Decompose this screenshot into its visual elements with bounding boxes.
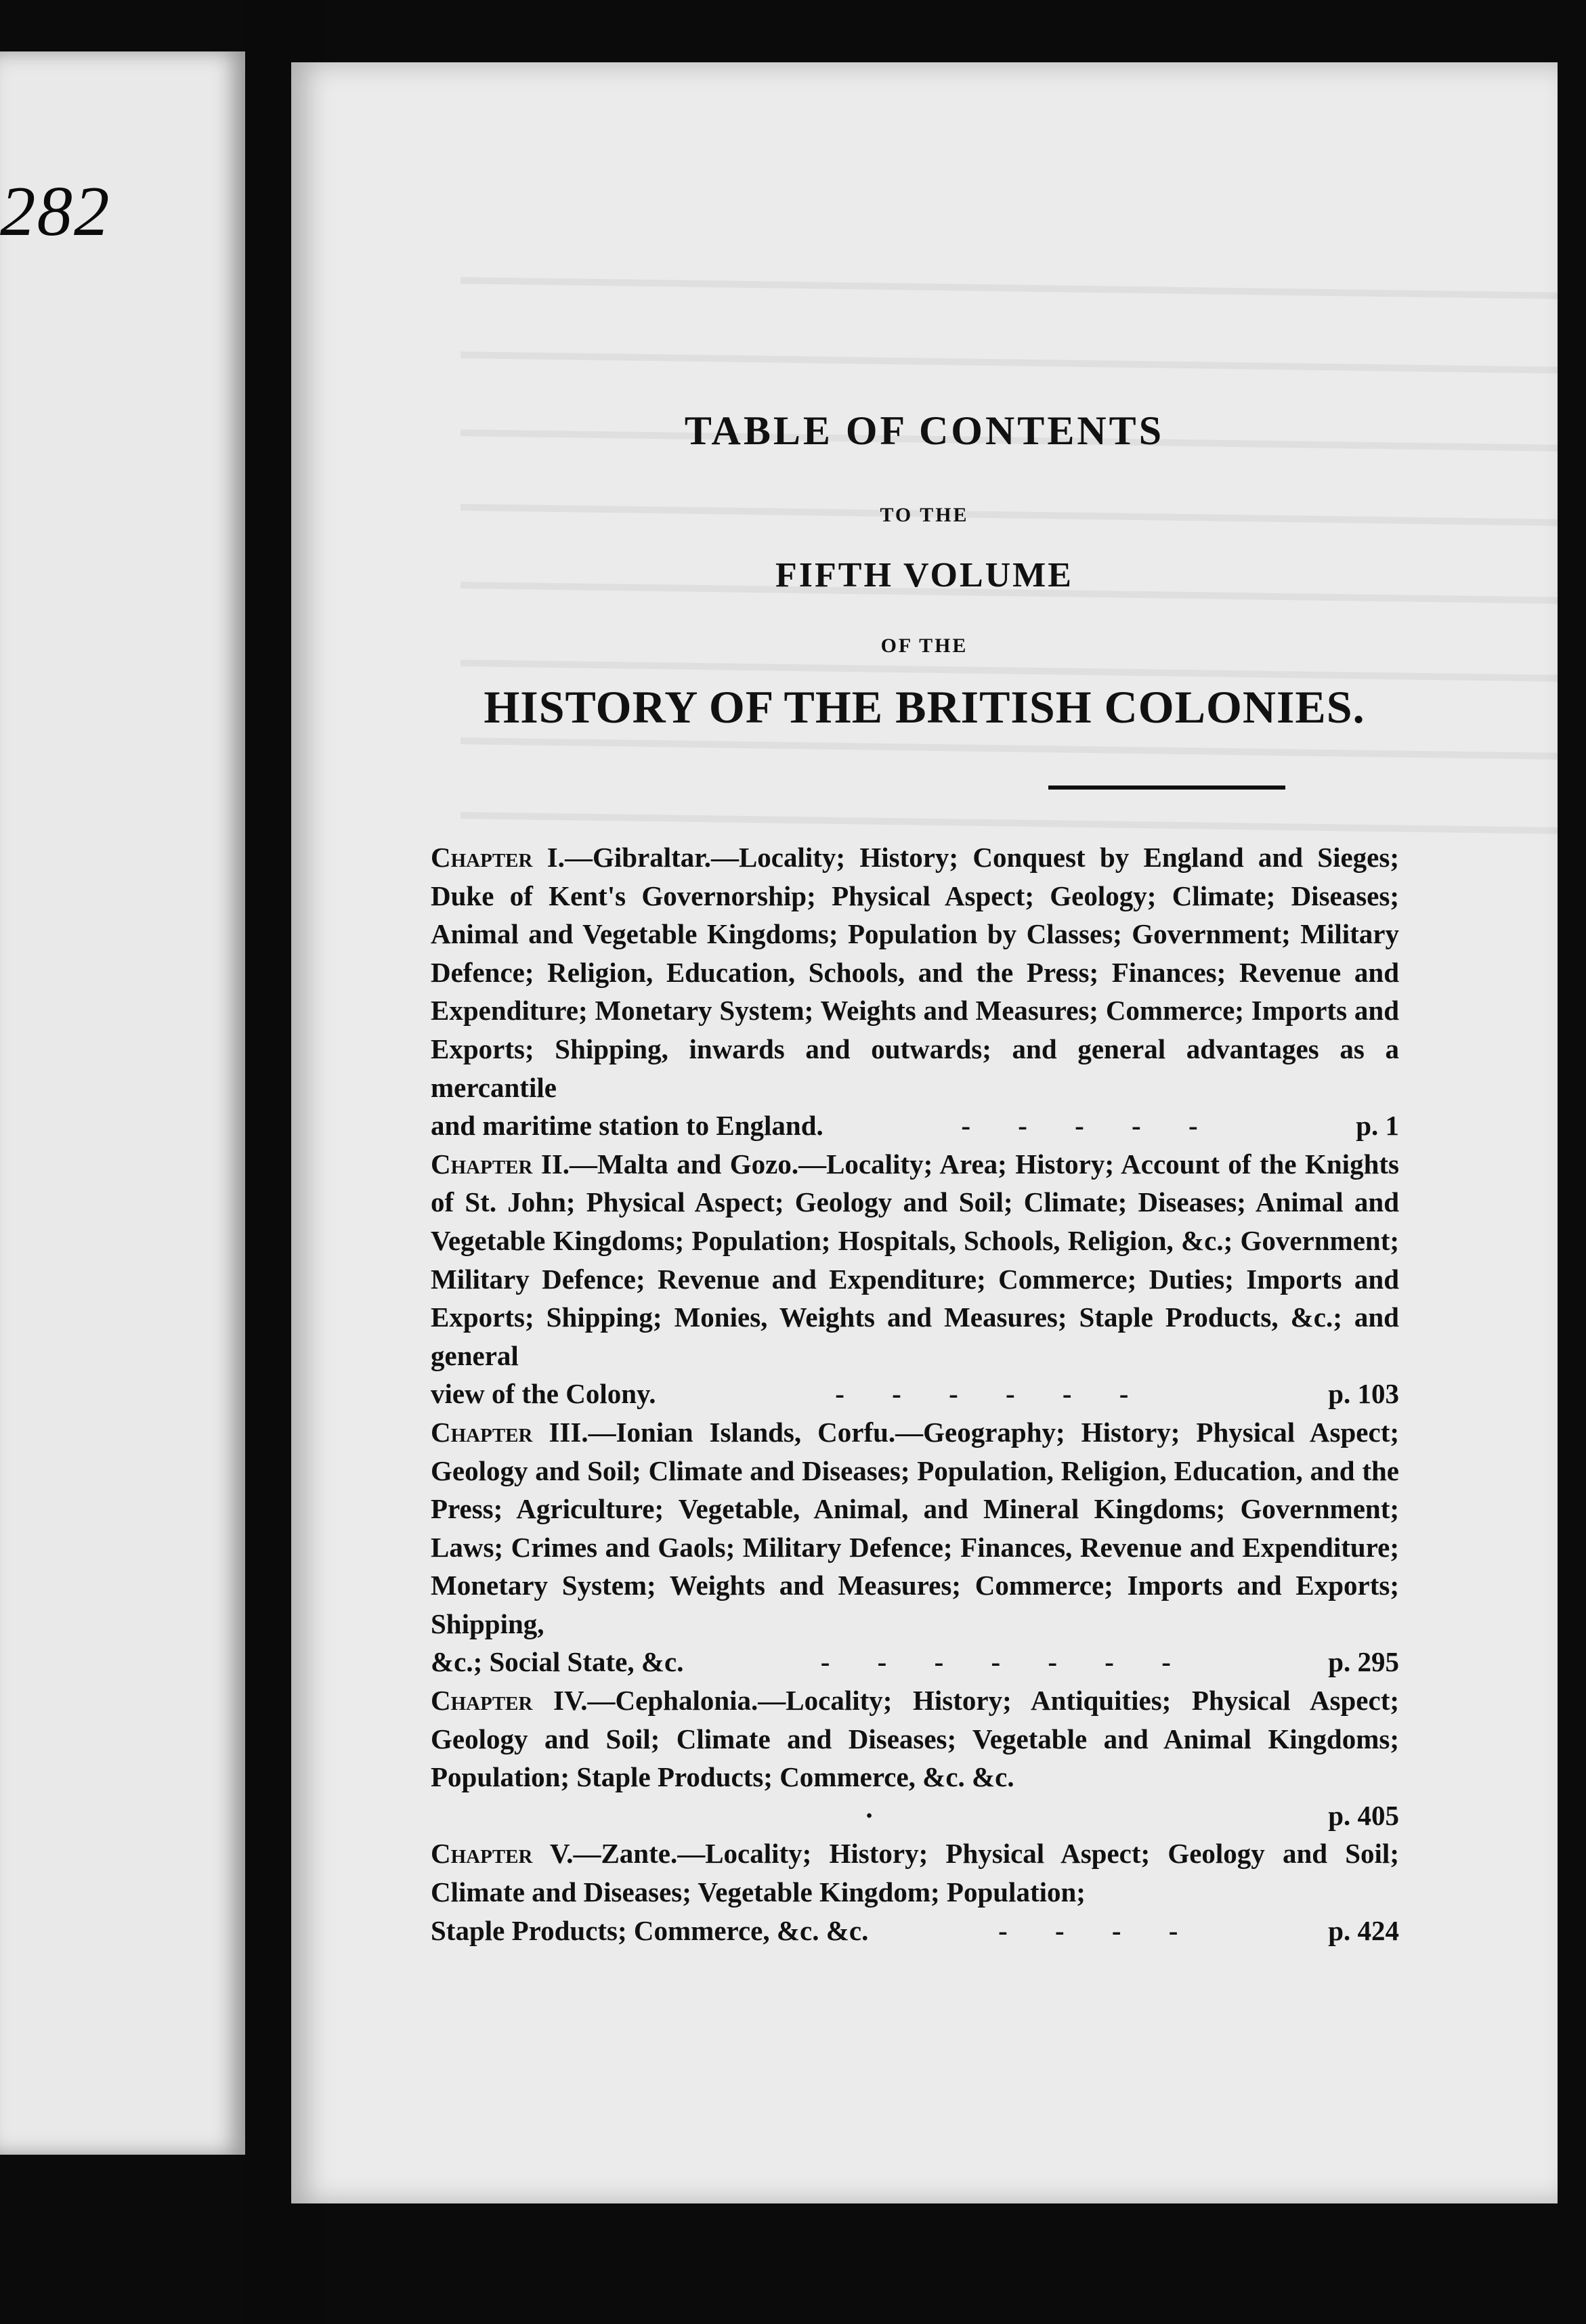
- page-title: TABLE OF CONTENTS: [684, 408, 1165, 453]
- leader-dashes: ·: [864, 1799, 895, 1831]
- leader-dashes: - - - - - - -: [820, 1646, 1191, 1678]
- toc-entry-chapter-4: [431, 1681, 1399, 1834]
- toc-entry-chapter-5: [431, 1834, 1399, 1950]
- leader-dashes: - - - -: [998, 1914, 1199, 1946]
- title-connector-to-the: TO THE: [880, 504, 969, 526]
- chapter-description: —Cephalonia.—Locality; History; Antiquities; Physical Aspect; Geology and Soil; Climate and Diseases; Vegetable and Animal Kingdoms; Population; Staple Products; Commerce, &c. &c.: [431, 1685, 1400, 1793]
- page-reference: p. 424: [1328, 1914, 1399, 1946]
- chapter-description-end: Staple Products; Commerce, &c. &c.: [431, 1914, 869, 1946]
- chapter-description-end: view of the Colony.: [431, 1378, 656, 1410]
- chapter-description: —Ionian Islands, Corfu.—Geography; History; Physical Aspect; Geology and Soil; Climate and Diseases; Population, Religion, Education, and the Press; Agriculture; Vegetable, Animal, and Mineral Kingdoms; Government; Laws; Crimes and Gaols; Military Defence; Finances, Revenue and Expenditure; Monetary System; Weights and Measures; Commerce; Imports and Exports; Shipping,: [431, 1416, 1400, 1639]
- leader-dashes: - - - - - -: [835, 1378, 1149, 1410]
- page-number: 282: [0, 171, 111, 251]
- chapter-description: —Gibraltar.—Locality; History; Conquest by England and Sieges; Duke of Kent's Governorship; Physical Aspect; Geology; Climate; Diseases; Animal and Vegetable Kingdoms; Population by Classes; Government; Military Defence; Religion, Education, Schools, and the Press; Finances; Revenue and Expenditure; Monetary System; Weights and Measures; Commerce; Imports and Exports; Shipping, inwards and outwards; and general advantages as a mercantile: [431, 842, 1399, 1103]
- title-connector-of-the: OF THE: [880, 634, 968, 657]
- volume-title: FIFTH VOLUME: [775, 556, 1073, 595]
- page-reference: p. 405: [1328, 1799, 1399, 1831]
- page-reference: p. 103: [1328, 1378, 1399, 1410]
- chapter-label: Chapter III.: [431, 1416, 588, 1448]
- leader-dashes: - - - - -: [961, 1110, 1218, 1142]
- chapter-label: Chapter I.: [431, 842, 565, 873]
- page-reference: p. 1: [1356, 1110, 1399, 1142]
- previous-page: [0, 51, 245, 2155]
- chapter-label: Chapter IV.: [431, 1685, 588, 1717]
- toc-entry-chapter-2: [431, 1145, 1399, 1413]
- table-of-contents: [431, 838, 1399, 1950]
- toc-entry-chapter-1: [431, 838, 1399, 1145]
- chapter-description: —Malta and Gozo.—Locality; Area; History; Account of the Knights of St. John; Physical Aspect; Geology and Soil; Climate; Diseases; Animal and Vegetable Kingdoms; Population; Hospitals, Schools, Religion, &c.; Government; Military Defence; Revenue and Expenditure; Commerce; Duties; Imports and Exports; Shipping; Monies, Weights and Measures; Staple Products, &c.; and general: [431, 1148, 1399, 1371]
- toc-entry-chapter-3: [431, 1413, 1399, 1681]
- title-rule: [1048, 786, 1285, 790]
- chapter-description: —Zante.—Locality; History; Physical Aspect; Geology and Soil; Climate and Diseases; Vegetable Kingdom; Population;: [431, 1838, 1399, 1908]
- chapter-label: Chapter V.: [431, 1838, 574, 1870]
- work-title: HISTORY OF THE BRITISH COLONIES.: [484, 681, 1365, 733]
- chapter-label: Chapter II.: [431, 1148, 570, 1180]
- page-reference: p. 295: [1328, 1646, 1399, 1678]
- chapter-description-end: and maritime station to England.: [431, 1110, 823, 1142]
- chapter-description-end: &c.; Social State, &c.: [431, 1646, 684, 1678]
